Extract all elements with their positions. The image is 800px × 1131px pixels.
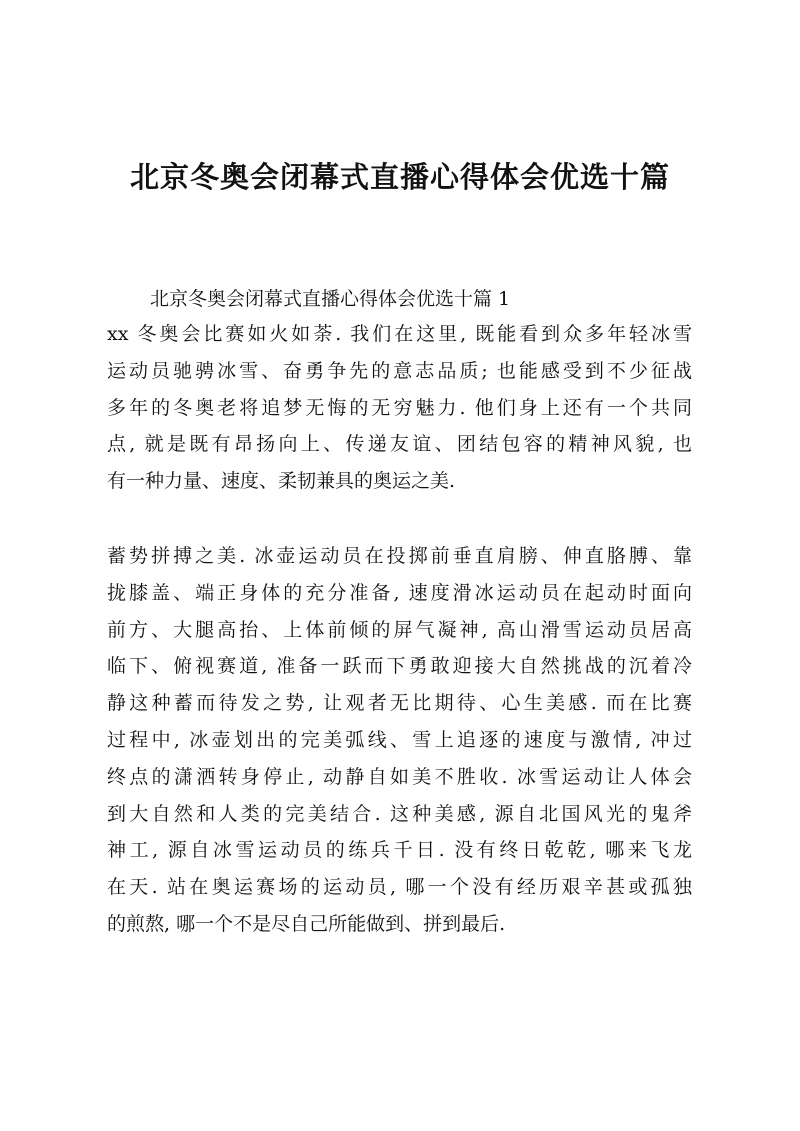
paragraph-line: 点, 就是既有昂扬向上、传递友谊、团结包容的精神风貌, 也	[107, 433, 692, 456]
paragraph-line: 到大自然和人类的完美结合. 这种美感, 源自北国风光的鬼斧	[107, 802, 692, 825]
paragraph-line: 静这种蓄而待发之势, 让观者无比期待、心生美感. 而在比赛	[107, 692, 692, 715]
paragraph-line: 蓄势拼搏之美. 冰壶运动员在投掷前垂直肩膀、伸直胳膊、靠	[107, 545, 692, 567]
paragraph-line: 神工, 源自冰雪运动员的练兵千日. 没有终日乾乾, 哪来飞龙	[107, 839, 692, 862]
paragraph-line: xx 冬奥会比赛如火如荼. 我们在这里, 既能看到众多年轻冰雪	[107, 323, 692, 345]
paragraph-line: 多年的冬奥老将追梦无悔的无穷魅力. 他们身上还有一个共同	[107, 396, 692, 419]
paragraph-1	[107, 316, 692, 500]
paragraph-line: 有一种力量、速度、柔韧兼具的奥运之美.	[107, 470, 456, 493]
paragraph-2	[107, 538, 692, 943]
paragraph-line: 在天. 站在奥运赛场的运动员, 哪一个没有经历艰辛甚或孤独	[107, 876, 692, 899]
section-heading: 北京冬奥会闭幕式直播心得体会优选十篇 1	[150, 288, 511, 310]
paragraph-line: 过程中, 冰壶划出的完美弧线、雪上追逐的速度与激情, 冲过	[107, 728, 692, 751]
paragraph-line: 拢膝盖、端正身体的充分准备, 速度滑冰运动员在起动时面向	[107, 581, 692, 604]
paragraph-line: 终点的潇洒转身停止, 动静自如美不胜收. 冰雪运动让人体会	[107, 765, 692, 788]
paragraph-line: 前方、大腿高抬、上体前倾的屏气凝神, 高山滑雪运动员居高	[107, 618, 692, 641]
paragraph-line: 的煎熬, 哪一个不是尽自己所能做到、拼到最后.	[107, 912, 506, 935]
paragraph-line: 临下、俯视赛道, 准备一跃而下勇敢迎接大自然挑战的沉着冷	[107, 655, 692, 678]
paragraph-line: 运动员驰骋冰雪、奋勇争先的意志品质; 也能感受到不少征战	[107, 359, 692, 382]
document-title: 北京冬奥会闭幕式直播心得体会优选十篇	[129, 160, 670, 194]
